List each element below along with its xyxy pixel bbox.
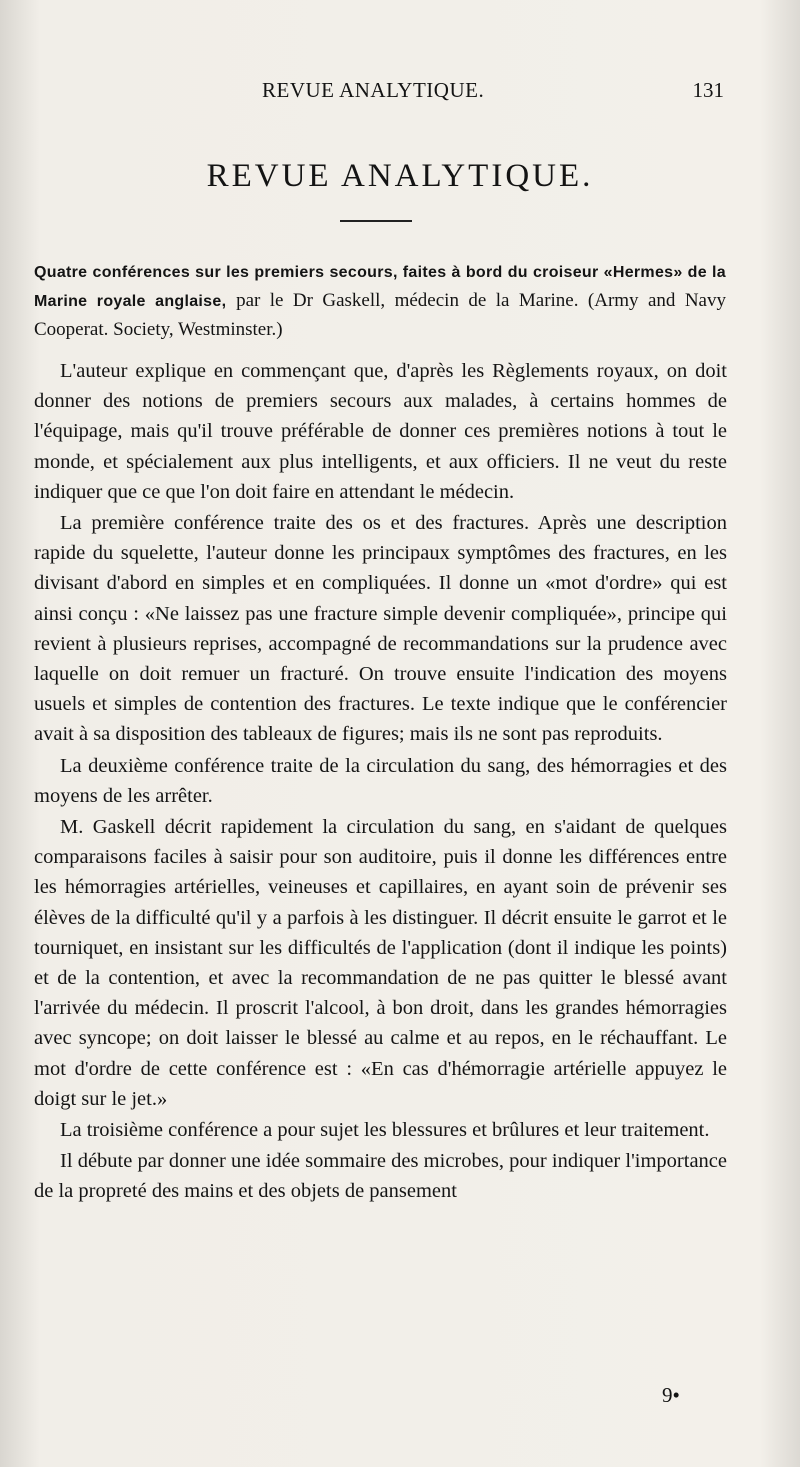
paragraph: M. Gaskell décrit rapidement la circulation du sang, en s'aidant de quelques comparaisons faciles à saisir pour son auditoire, puis il donne les différences entre les hémorragies artérielles, veineuses et capillaires, en ayant soin de prévenir ses élèves de la difficulté qu'il y a parfois à les distinguer. Il décrit ensuite le garrot et le tourniquet, en insistant sur les difficultés de l'application (dont il indique les points) et de la contention, et avec la recommandation de ne pas quitter le blessé avant l'arrivée du médecin. Il proscrit l'alcool, à bon droit, dans les grandes hémorragies avec syncope; on doit laisser le blessé au calme et au repos, en le réchauffant. Le mot d'ordre de cette conférence est : «En cas d'hémorragie artérielle appuyez le doigt sur le jet.»	[34, 816, 727, 1110]
title-divider	[340, 220, 412, 222]
article-body	[34, 356, 727, 1207]
paragraph: L'auteur explique en commençant que, d'après les Règlements royaux, on doit donner des notions de premiers secours aux malades, à certains hommes de l'équipage, mais qu'il trouve préférable de donner ces premières notions à tout le monde, et spécialement aux plus intelligents, et aux officiers. Il ne veut du reste indiquer que ce que l'on doit faire en attendant le médecin.	[34, 360, 727, 503]
paragraph: La deuxième conférence traite de la circulation du sang, des hémorragies et des moyens de les arrêter.	[34, 754, 727, 807]
bibliographic-reference	[34, 258, 726, 344]
signature-mark: 9•	[662, 1383, 680, 1407]
page-number: 131	[692, 78, 724, 102]
reference-title: Quatre conférences sur les premiers secours, faites à bord du croiseur «Hermes» de la Marine royale anglaise,	[34, 264, 726, 310]
running-title: REVUE ANALYTIQUE.	[262, 78, 485, 102]
section-title: REVUE ANALYTIQUE.	[206, 158, 594, 194]
paragraph: La troisième conférence a pour sujet les blessures et brûlures et leur traitement.	[60, 1119, 710, 1142]
reference-details: par le Dr Gaskell, médecin de la Marine. (Army and Navy Cooperat. Society, Westminster.)	[34, 290, 726, 340]
running-header	[0, 78, 800, 110]
paragraph: Il débute par donner une idée sommaire des microbes, pour indiquer l'importance de la propreté des mains et des objets de pansement	[34, 1150, 727, 1203]
paragraph: La première conférence traite des os et des fractures. Après une description rapide du squelette, l'auteur donne les principaux symptômes des fractures, en les divisant d'abord en simples et en compliquées. Il donne un «mot d'ordre» qui est ainsi conçu : «Ne laissez pas une fracture simple devenir compliquée», principe qui revient à plusieurs reprises, accompagné de recommandations sur la prudence avec laquelle on doit remuer un fracturé. On trouve ensuite l'indication des moyens usuels et simples de contention des fractures. Le texte indique que le conférencier avait à sa disposition des tableaux de figures; mais ils ne sont pas reproduits.	[34, 512, 727, 746]
